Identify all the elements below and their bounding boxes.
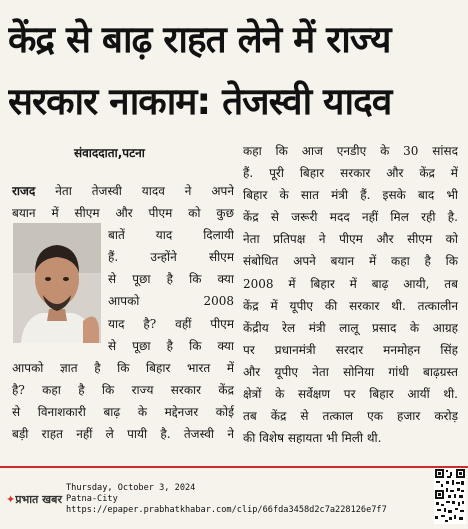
article-line: से विनाशकारी बाढ़ के मद्देनजर कोई xyxy=(12,404,234,419)
clip-metadata xyxy=(66,483,387,516)
publication-logo xyxy=(6,492,62,507)
article-line: से पूछा है कि क्या xyxy=(108,272,234,287)
article-line: बातें याद दिलायी xyxy=(108,228,234,243)
article-line: क्षेत्रों के सर्वेक्षण पर बिहार आयीं थी. xyxy=(243,387,458,402)
article-line: है? कहा है कि राज्य सरकार केंद्र xyxy=(12,382,234,397)
article-right-column xyxy=(243,140,458,449)
article-line: की विशेष सहायता भी मिली थी. xyxy=(243,431,382,446)
clip-date: Thursday, October 3, 2024 xyxy=(66,483,196,493)
article-line: तब केंद्र से तत्काल एक हजार करोड़ xyxy=(243,409,458,424)
article-line: आपको 2008 xyxy=(108,294,234,309)
article-line: 2008 में बिहार में बाढ़ आयी, तब xyxy=(243,276,458,291)
article-line: बयान में सीएम और पीएम को कुछ xyxy=(12,206,234,221)
article-line: नेता प्रतिपक्ष ने पीएम और सीएम को xyxy=(243,232,458,247)
headline-line-1: केंद्र से बाढ़ राहत लेने में राज्य xyxy=(8,18,391,61)
article-line: पर प्रधानमंत्री सरदार मनमोहन सिंह xyxy=(243,342,458,357)
logo-text: प्रभात खबर xyxy=(15,493,62,506)
clip-url[interactable]: https://epaper.prabhatkhabar.com/clip/66fda3458d2c7a228126e7f7 xyxy=(66,505,387,515)
logo-swoosh-icon: ✦ xyxy=(6,493,16,506)
article-line: कहा कि आज एनडीए के 30 सांसद xyxy=(243,144,458,158)
clip-edition: Patna-City xyxy=(66,494,118,504)
article-line: आपको ज्ञात है कि बिहार भारत में xyxy=(12,360,234,375)
article-line: से पूछा है कि क्या xyxy=(108,338,234,353)
article-line: हैं. पूरी बिहार सरकार और केंद्र में xyxy=(243,166,458,181)
headline-line-2: सरकार नाकाम: तेजस्वी यादव xyxy=(8,80,392,123)
article-line: बिहार के सात मंत्री हैं. इसके बाद भी xyxy=(243,188,458,203)
qr-code-icon[interactable] xyxy=(434,468,466,524)
article-line xyxy=(12,180,234,202)
byline: संवाददाता,पटना xyxy=(74,146,145,160)
article-line: हैं. उन्होंने सीएम xyxy=(108,250,234,265)
article-line: और यूपीए नेता सोनिया गांधी बाढ़ग्रस्त xyxy=(243,364,458,379)
portrait-illustration xyxy=(13,223,101,343)
lead-word: राजद xyxy=(12,184,36,198)
article-line: बड़ी राहत नहीं ले पायी है. तेजस्वी ने xyxy=(12,427,234,442)
article-line: केंद्रीय रेल मंत्री लालू प्रसाद के आग्रह xyxy=(243,320,458,335)
article-line: केंद्र में यूपीए की सरकार थी. तत्कालीन xyxy=(243,298,458,313)
article-line-text: नेता तेजस्वी यादव ने अपने xyxy=(35,184,234,198)
article-line: संबोधित अपने बयान में कहा है कि xyxy=(243,254,458,269)
footer-divider xyxy=(0,466,468,468)
article-line: याद है? वहीं पीएम xyxy=(108,316,234,331)
article-line: केंद्र से जरूरी मदद नहीं मिल रही है. xyxy=(243,210,458,225)
portrait-photo xyxy=(13,223,101,343)
